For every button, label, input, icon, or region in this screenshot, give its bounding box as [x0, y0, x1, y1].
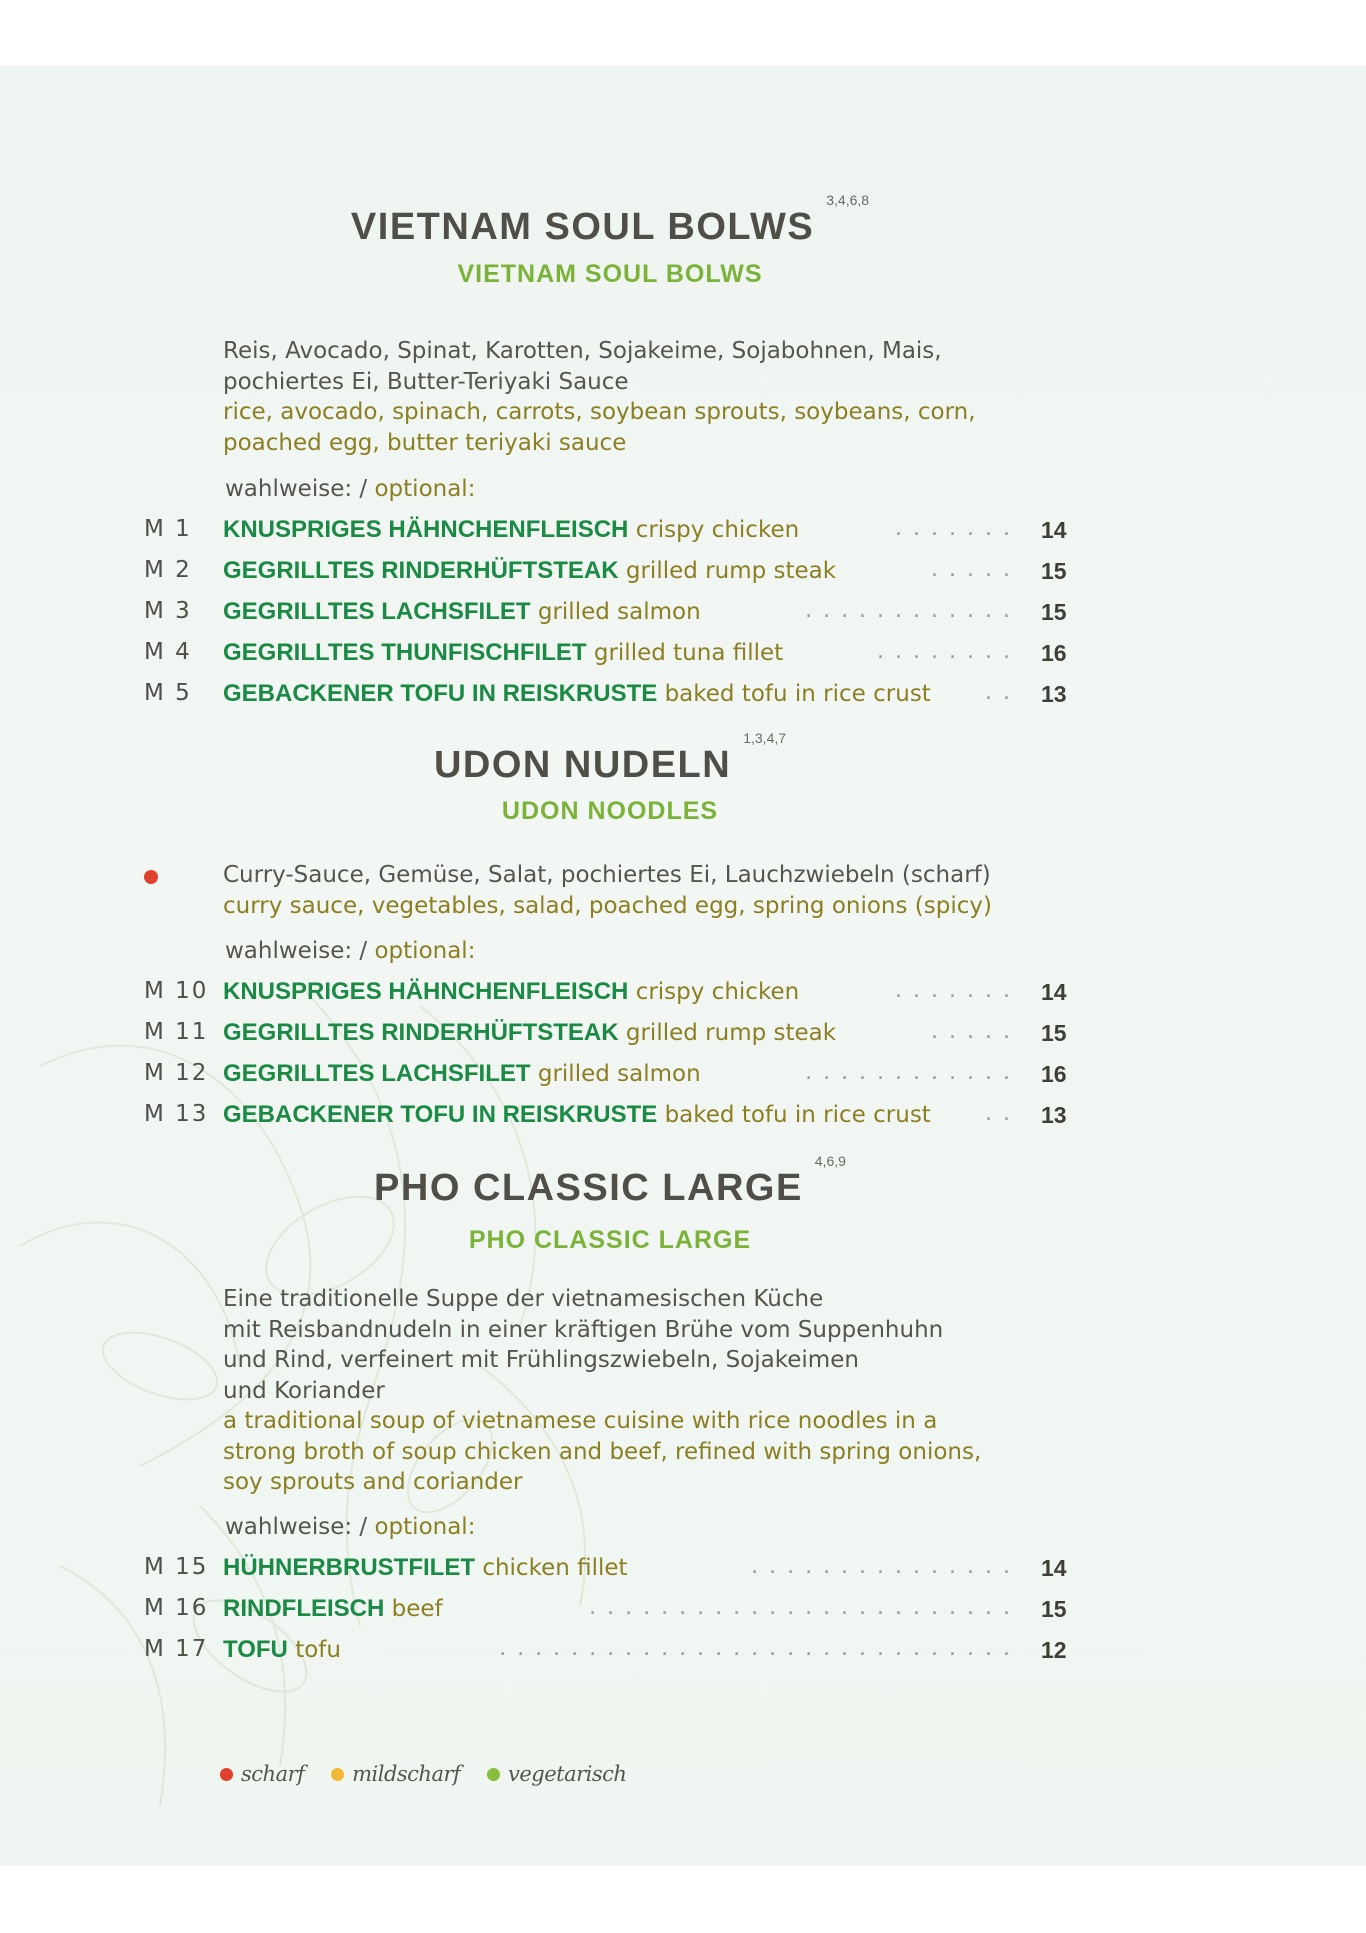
item-name [223, 1101, 937, 1129]
item-name-en: grilled salmon [537, 1061, 701, 1087]
item-name-de: RINDFLEISCH [223, 1595, 385, 1622]
description-de-line: und Rind, verfeinert mit Frühlingszwiebeln, Sojakeimen [223, 1347, 859, 1373]
description-en-line: strong broth of soup chicken and beef, refined with spring onions, [223, 1438, 982, 1465]
menu-item[interactable] [0, 516, 1366, 548]
item-name-en: beef [391, 1596, 443, 1622]
section-title [0, 1153, 1220, 1210]
description-en-line: poached egg, butter teriyaki sauce [223, 429, 627, 456]
item-price: 16 [1041, 640, 1067, 666]
item-name [223, 598, 707, 626]
item-name-en: grilled rump steak [625, 558, 837, 584]
item-name-de: KNUSPRIGES HÄHNCHENFLEISCH [223, 978, 629, 1005]
optional-label [225, 476, 475, 502]
section-title-text: VIETNAM SOUL BOLWS [350, 206, 815, 248]
optional-label-en: optional: [374, 938, 476, 964]
item-name [223, 557, 842, 585]
legend-label: scharf [241, 1762, 305, 1786]
item-name-en: crispy chicken [635, 979, 800, 1005]
menu-item[interactable] [0, 680, 1366, 712]
section-description [223, 1284, 1123, 1498]
optional-label-en: optional: [374, 476, 476, 502]
item-name-de: GEBACKENER TOFU IN REISKRUSTE [223, 1101, 658, 1128]
item-price: 14 [1041, 979, 1067, 1005]
item-price: 16 [1041, 1061, 1067, 1087]
menu-item[interactable] [0, 1101, 1366, 1133]
menu-item[interactable] [0, 1019, 1366, 1051]
legend-item-spicy [220, 1762, 304, 1786]
item-name [223, 516, 805, 544]
item-name [223, 639, 789, 667]
item-price: 15 [1041, 1020, 1067, 1046]
leader-dots: ....... [895, 978, 1021, 1003]
menu-item[interactable] [0, 1060, 1366, 1092]
item-name [223, 680, 937, 708]
description-en-line: a traditional soup of vietnamese cuisine with rice noodles in a [223, 1408, 938, 1434]
item-name-en: chicken fillet [482, 1555, 628, 1581]
item-price: 15 [1041, 558, 1067, 584]
item-name-en: baked tofu in rice crust [664, 1102, 931, 1128]
optional-label-de: wahlweise: / [225, 938, 368, 964]
menu-item[interactable] [0, 1595, 1366, 1627]
optional-label-de: wahlweise: / [225, 1514, 368, 1540]
section-subtitle: UDON NOODLES [501, 797, 719, 825]
item-code: M 17 [144, 1636, 209, 1662]
section-description [223, 860, 1123, 921]
item-code: M 4 [144, 639, 192, 665]
item-name [223, 978, 805, 1006]
item-name-en: tofu [295, 1637, 341, 1663]
allergen-codes: 3,4,6,8 [826, 192, 870, 209]
allergen-codes: 1,3,4,7 [743, 730, 787, 747]
item-code: M 1 [144, 516, 192, 542]
leader-dots: ............ [805, 1060, 1021, 1085]
item-name-de: GEGRILLTES LACHSFILET [223, 598, 531, 625]
item-price: 13 [1041, 681, 1067, 707]
section-subtitle: VIETNAM SOUL BOLWS [457, 260, 763, 288]
menu-item[interactable] [0, 1554, 1366, 1586]
description-en-line: rice, avocado, spinach, carrots, soybean sprouts, soybeans, corn, [223, 399, 976, 425]
description-de-line: Eine traditionelle Suppe der vietnamesischen Küche [223, 1286, 824, 1312]
item-name-en: grilled salmon [537, 599, 701, 625]
item-code: M 13 [144, 1101, 209, 1127]
item-name-de: HÜHNERBRUSTFILET [223, 1554, 475, 1581]
menu-item[interactable] [0, 639, 1366, 671]
optional-label-en: optional: [374, 1514, 476, 1540]
item-name [223, 1019, 842, 1047]
menu-item[interactable] [0, 978, 1366, 1010]
item-name [223, 1554, 634, 1582]
section-title [0, 730, 1220, 787]
item-name-en: crispy chicken [635, 517, 800, 543]
green-dot-icon [487, 1768, 500, 1781]
item-name [223, 1595, 449, 1623]
item-name-de: GEGRILLTES RINDERHÜFTSTEAK [223, 557, 619, 584]
item-price: 14 [1041, 1555, 1067, 1581]
description-de-line: pochiertes Ei, Butter-Teriyaki Sauce [223, 368, 629, 395]
item-code: M 11 [144, 1019, 209, 1045]
item-code: M 5 [144, 680, 192, 706]
optional-label-de: wahlweise: / [225, 476, 368, 502]
legend-label: mildscharf [352, 1762, 461, 1786]
section-title-text: UDON NUDELN [433, 744, 732, 786]
leader-dots: ............ [805, 598, 1021, 623]
optional-label [225, 1514, 475, 1540]
item-price: 15 [1041, 599, 1067, 625]
item-name-de: GEGRILLTES RINDERHÜFTSTEAK [223, 1019, 619, 1046]
item-code: M 16 [144, 1595, 209, 1621]
item-name-de: KNUSPRIGES HÄHNCHENFLEISCH [223, 516, 629, 543]
item-name-de: GEGRILLTES THUNFISCHFILET [223, 639, 587, 666]
item-name-en: baked tofu in rice crust [664, 681, 931, 707]
item-price: 15 [1041, 1596, 1067, 1622]
item-name-en: grilled tuna fillet [593, 640, 784, 666]
item-code: M 2 [144, 557, 192, 583]
description-de-line: Curry-Sauce, Gemüse, Salat, pochiertes Ei, Lauchzwiebeln (scharf) [223, 862, 991, 888]
leader-dots: ........ [877, 639, 1021, 664]
menu-item[interactable] [0, 1636, 1366, 1668]
item-code: M 12 [144, 1060, 209, 1086]
leader-dots: ....... [895, 516, 1021, 541]
item-name [223, 1060, 707, 1088]
section-title-text: PHO CLASSIC LARGE [374, 1167, 803, 1209]
leader-dots: .. [985, 680, 1021, 705]
section-description [223, 336, 1123, 458]
leader-dots: ........................ [589, 1595, 1021, 1620]
item-price: 12 [1041, 1637, 1067, 1663]
leader-dots: ..... [931, 1019, 1021, 1044]
item-name [223, 1636, 347, 1664]
red-dot-icon [220, 1768, 233, 1781]
item-price: 14 [1041, 517, 1067, 543]
spicy-marker-icon [144, 870, 158, 884]
leader-dots: .. [985, 1101, 1021, 1126]
item-code: M 3 [144, 598, 192, 624]
item-name-de: GEBACKENER TOFU IN REISKRUSTE [223, 680, 658, 707]
item-name-de: TOFU [223, 1636, 288, 1663]
allergen-codes: 4,6,9 [814, 1153, 846, 1170]
section-subtitle: PHO CLASSIC LARGE [468, 1226, 752, 1254]
item-price: 13 [1041, 1102, 1067, 1128]
item-code: M 10 [144, 978, 209, 1004]
section-title [0, 192, 1220, 249]
item-name-de: GEGRILLTES LACHSFILET [223, 1060, 531, 1087]
description-en-line: soy sprouts and coriander [223, 1469, 523, 1495]
legend-item-mild [331, 1762, 460, 1786]
description-en-line: curry sauce, vegetables, salad, poached egg, spring onions (spicy) [223, 892, 992, 919]
item-name-en: grilled rump steak [625, 1020, 837, 1046]
leader-dots: ..... [931, 557, 1021, 582]
legend [220, 1762, 646, 1786]
description-de-line: mit Reisbandnudeln in einer kräftigen Brühe vom Suppenhuhn [223, 1316, 944, 1343]
description-de-line: und Koriander [223, 1377, 385, 1404]
menu-item[interactable] [0, 598, 1366, 630]
description-de-line: Reis, Avocado, Spinat, Karotten, Sojakeime, Sojabohnen, Mais, [223, 338, 942, 364]
yellow-dot-icon [331, 1768, 344, 1781]
legend-label: vegetarisch [507, 1762, 627, 1786]
item-code: M 15 [144, 1554, 209, 1580]
menu-item[interactable] [0, 557, 1366, 589]
leader-dots: ............................. [499, 1636, 1021, 1661]
leader-dots: ............... [751, 1554, 1021, 1579]
legend-item-vegetarian [487, 1762, 626, 1786]
optional-label [225, 938, 475, 964]
